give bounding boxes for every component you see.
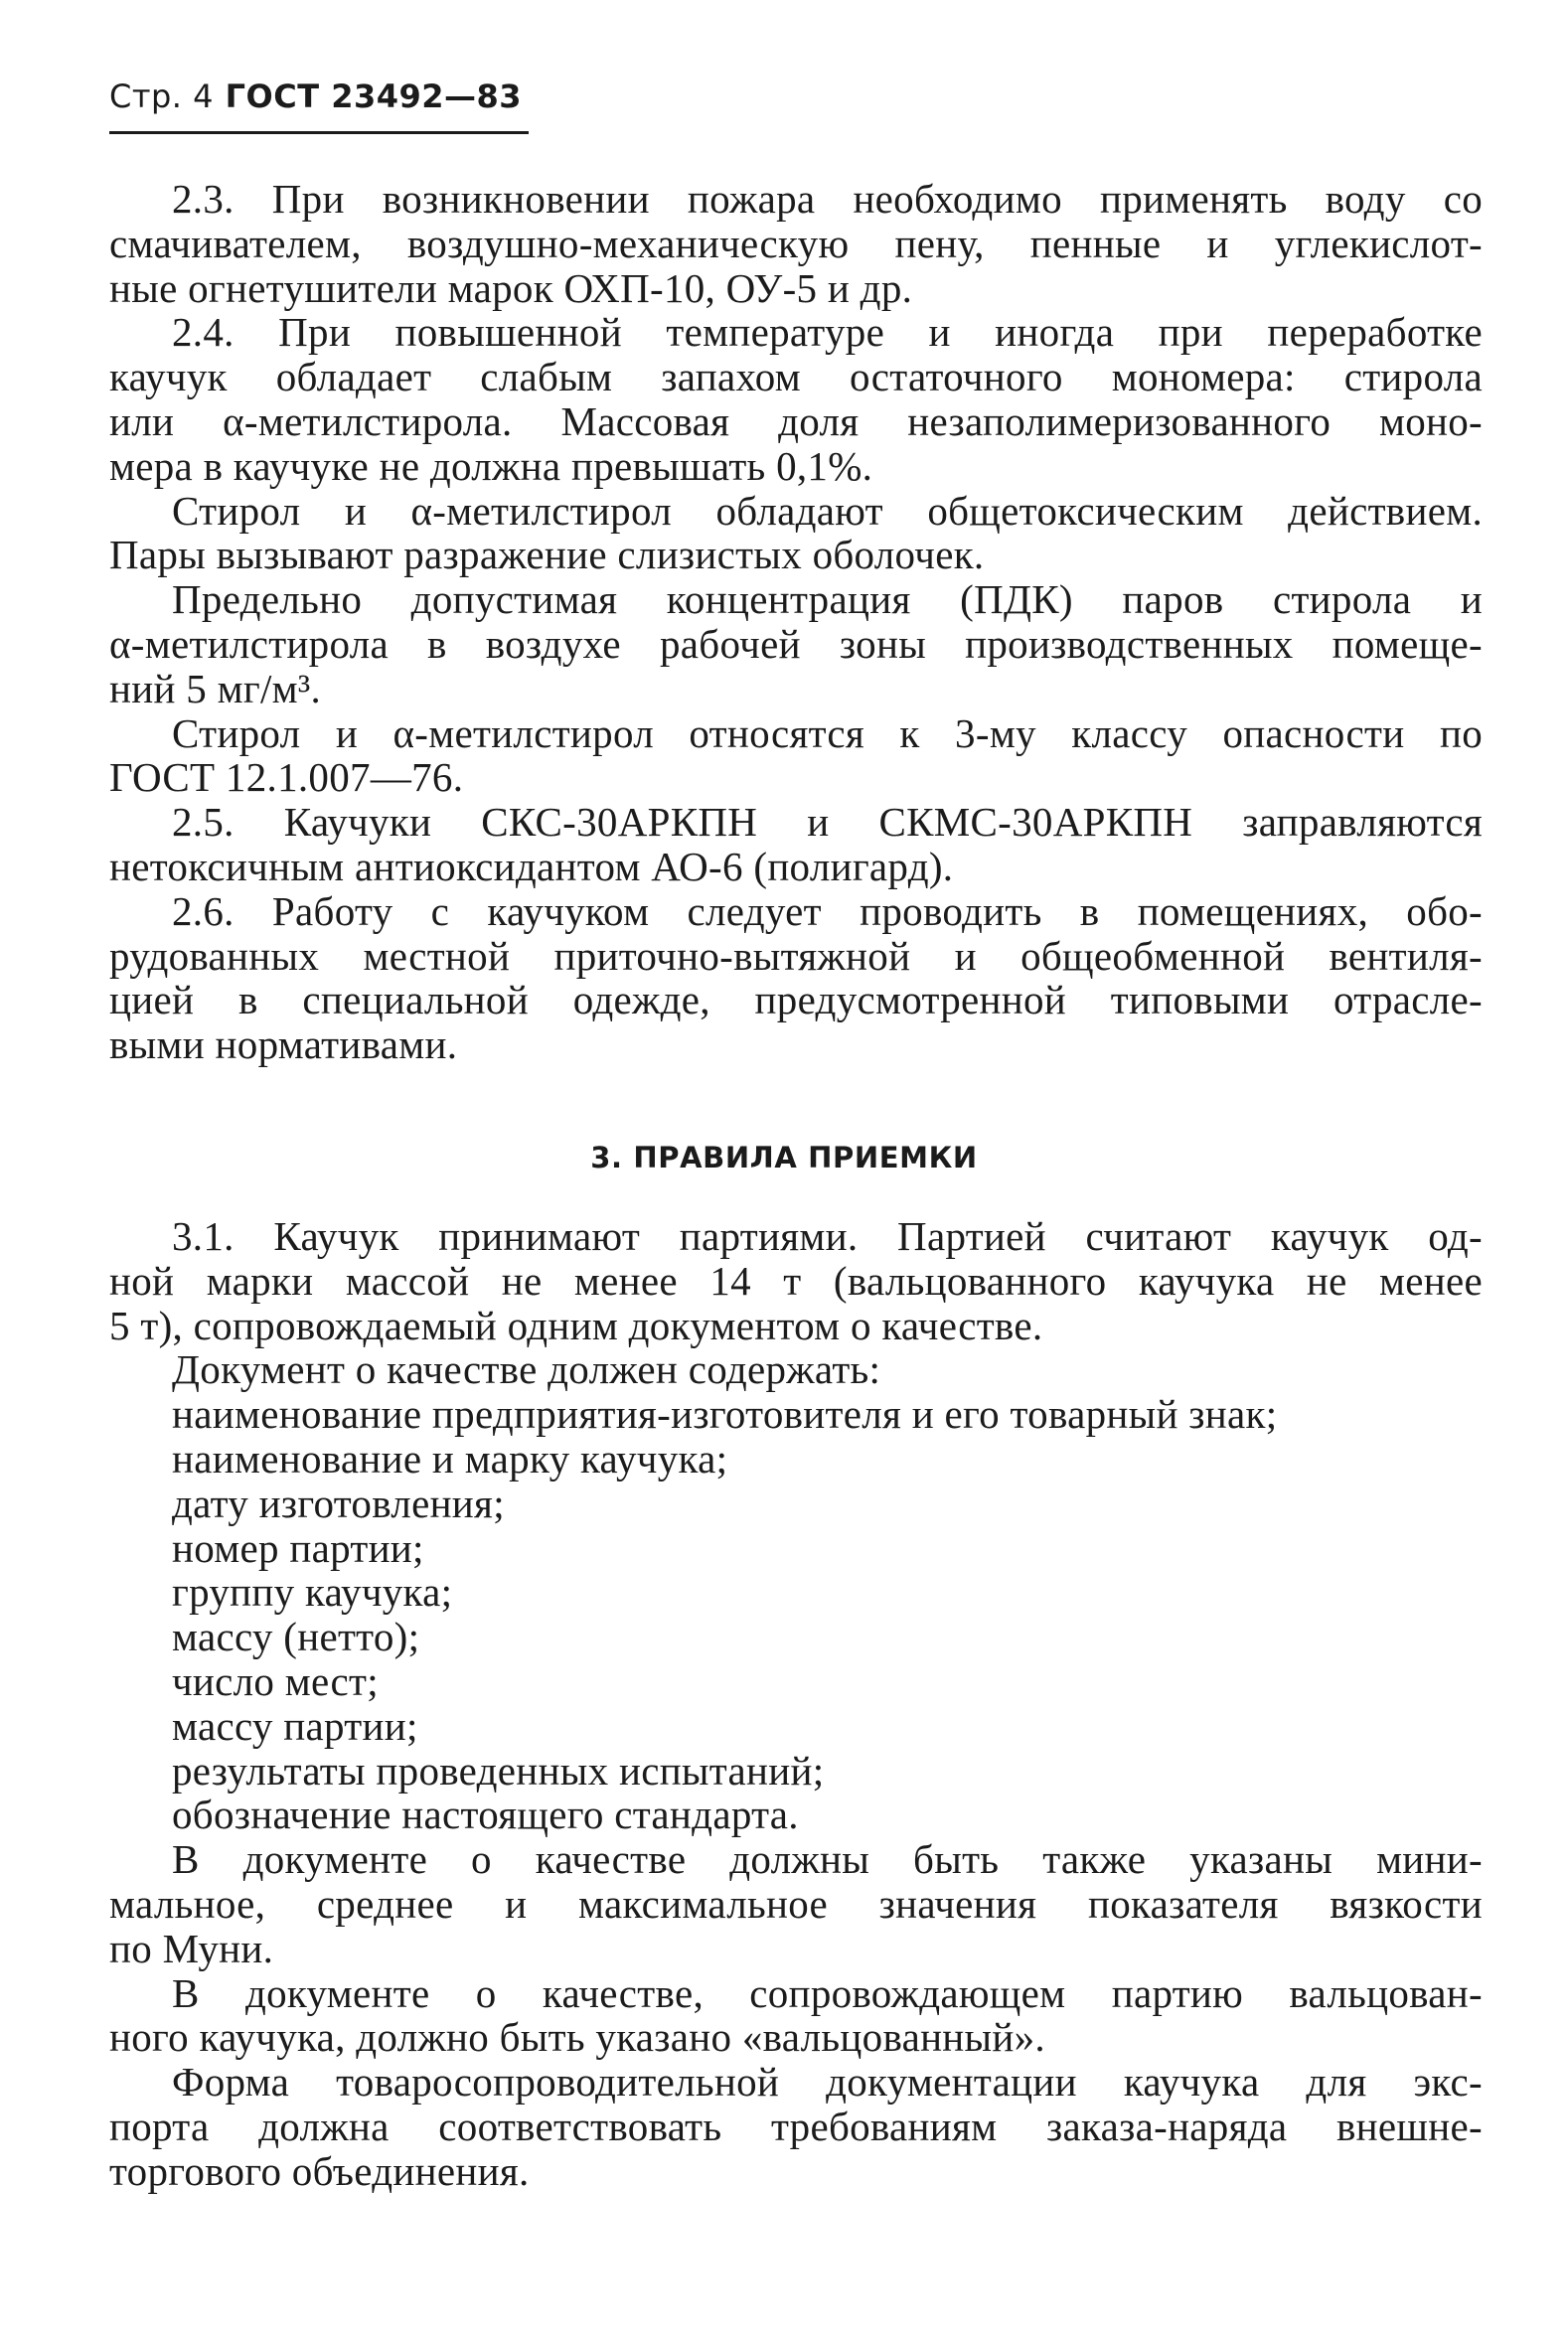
text-line: Стирол и α-метилстирол обладают общетоксическим действием. (172, 487, 1483, 534)
paragraph-pdk (109, 577, 1483, 710)
text-line: ной марки массой не менее 14 т (вальцованного каучука не менее (109, 1257, 1483, 1304)
paragraph-2-3 (109, 177, 1483, 310)
text-line: ГОСТ 12.1.007—76. (109, 754, 464, 801)
paragraph-hazard-class (109, 711, 1483, 801)
document-contents-intro: Документ о качестве должен содержать: (172, 1346, 881, 1393)
text-line: α-метилстирола в воздухе рабочей зоны производственных помеще- (109, 620, 1483, 667)
text-line: Стирол и α-метилстирол относятся к 3-му классу опасности по (172, 709, 1483, 756)
text-line: ного каучука, должно быть указано «вальцованный». (109, 2014, 1045, 2061)
list-item: группу каучука; (172, 1569, 453, 1616)
text-line: 3.1. Каучук принимают партиями. Партией считают каучук од- (172, 1213, 1483, 1259)
paragraph-mooney (109, 1837, 1483, 1970)
text-line: 2.4. При повышенной температуре и иногда при переработке (172, 309, 1483, 356)
header-rule (109, 131, 529, 134)
text-line: мера в каучуке не должна превышать 0,1%. (109, 442, 873, 489)
list-item: наименование предприятия-изготовителя и его товарный знак; (172, 1391, 1278, 1438)
text-line: Предельно допустимая концентрация (ПДК) паров стирола и (172, 576, 1483, 623)
list-item: результаты проведенных испытаний; (172, 1747, 825, 1794)
text-line: рудованных местной приточно-вытяжной и общеобменной вентиля- (109, 932, 1483, 979)
paragraph-rolled (109, 1971, 1483, 2061)
document-contents-list (109, 1392, 1483, 1837)
text-line: или α-метилстирола. Массовая доля незаполимеризованного моно- (109, 397, 1483, 444)
list-item: обозначение настоящего стандарта. (172, 1792, 799, 1838)
text-line: В документе о качестве, сопровождающем партию вальцован- (172, 1969, 1483, 2016)
list-item: массу партии; (172, 1702, 418, 1749)
text-line: смачивателем, воздушно-механическую пену, пенные и углекислот- (109, 220, 1483, 266)
text-line: каучук обладает слабым запахом остаточного мономера: стирола (109, 354, 1483, 400)
running-header (109, 78, 522, 115)
text-line: Пары вызывают разражение слизистых оболочек. (109, 532, 985, 578)
list-item: номер партии; (172, 1524, 424, 1571)
paragraph-toxicity (109, 489, 1483, 578)
text-line: 2.5. Каучуки СКС-30АРКПН и СКМС-30АРКПН заправляются (172, 799, 1483, 846)
section-3-heading: 3. ПРАВИЛА ПРИЕМКИ (590, 1141, 978, 1174)
standard-designation: ГОСТ 23492—83 (225, 78, 523, 115)
page-number: Стр. 4 (109, 78, 214, 115)
text-line: мальное, среднее и максимальное значения показателя вязкости (109, 1880, 1483, 1927)
text-line: Форма товаросопроводительной документации каучука для экс- (172, 2059, 1483, 2106)
text-line: порта должна соответствовать требованиям заказа-наряда внешне- (109, 2103, 1483, 2149)
paragraph-2-5 (109, 800, 1483, 889)
text-line: выми нормативами. (109, 1021, 458, 1068)
list-item: число мест; (172, 1657, 379, 1704)
list-item: массу (нетто); (172, 1614, 420, 1660)
paragraph-2-6 (109, 889, 1483, 1067)
paragraph-3-1 (109, 1214, 1483, 1347)
list-item: дату изготовления; (172, 1480, 505, 1526)
section-3-text (109, 1214, 1483, 2194)
text-line: 2.3. При возникновении пожара необходимо применять воду со (172, 176, 1483, 222)
text-line: ний 5 мг/м³. (109, 665, 322, 711)
list-item: наименование и марку каучука; (172, 1435, 728, 1482)
text-line: торгового объединения. (109, 2147, 530, 2194)
text-line: по Муни. (109, 1925, 274, 1971)
text-line: 5 т), сопровождаемый одним документом о качестве. (109, 1302, 1043, 1348)
section-2-text (109, 177, 1483, 1067)
paragraph-2-4 (109, 310, 1483, 488)
text-line: цией в специальной одежде, предусмотренной типовыми отрасле- (109, 977, 1483, 1023)
paragraph-export (109, 2060, 1483, 2193)
text-line: В документе о качестве должны быть также указаны мини- (172, 1836, 1483, 1883)
text-line: ные огнетушители марок ОХП-10, ОУ-5 и др. (109, 264, 913, 311)
text-line: 2.6. Работу с каучуком следует проводить в помещениях, обо- (172, 887, 1483, 934)
text-line: нетоксичным антиоксидантом АО-6 (полигард). (109, 843, 954, 889)
